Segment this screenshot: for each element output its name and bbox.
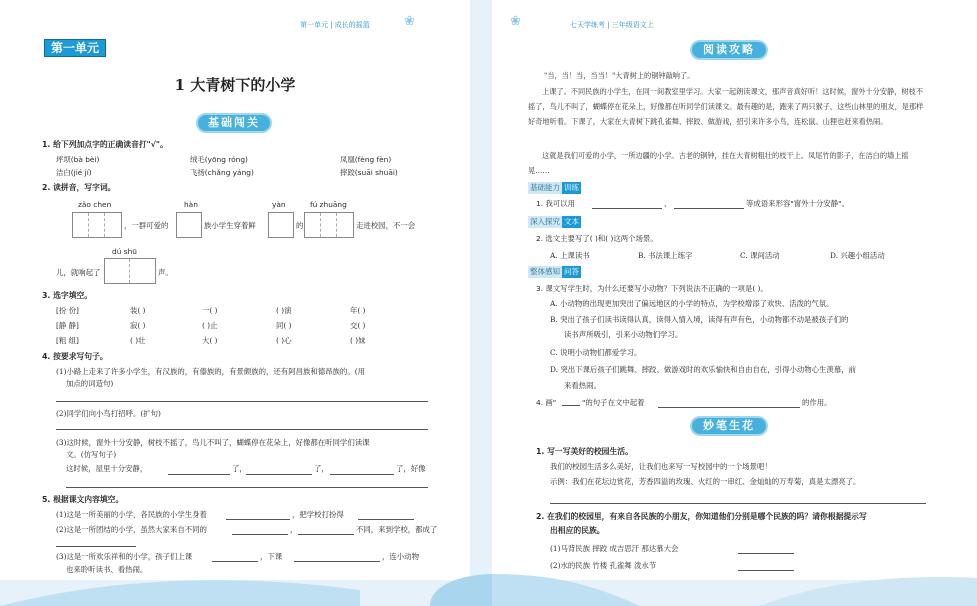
- writing-grid[interactable]: [268, 212, 294, 238]
- rq1-text: 1. 我可以用: [536, 199, 575, 208]
- pinyin: zǎo chen: [78, 200, 112, 209]
- w1-title: 1. 写一写美好的校园生活。: [536, 447, 633, 456]
- answer-line[interactable]: [658, 407, 800, 408]
- rq3-option-cont: 来看热闹。: [564, 381, 601, 390]
- answer-line[interactable]: [358, 519, 414, 520]
- tag-explore: 深入探究 文本: [530, 217, 579, 226]
- q4-sentence: 加点的词造句): [66, 379, 114, 388]
- rq4-text: "的句子在文中起着: [582, 398, 645, 407]
- q1-item: 飞扬(chǎng yáng): [190, 168, 254, 177]
- answer-line[interactable]: [56, 401, 428, 402]
- w1-example: 示例：我们在花坛边赏花，芳香四溢的玫瑰、火红的一串红、金灿灿的万寿菊，真是太漂亮了。: [550, 477, 861, 486]
- q3-cell: 大( ): [202, 336, 218, 345]
- q3-cell: ( )止: [202, 321, 218, 330]
- q3-cell: 年( ): [350, 306, 366, 315]
- q3-cell: [扮 份]: [56, 306, 79, 315]
- answer-line[interactable]: [56, 546, 136, 547]
- q5-sentence: 也来聆听读书、看热闹。: [66, 565, 148, 574]
- section-writing: 妙笔生花: [690, 416, 768, 436]
- passage-line: "当，当！当，当当！"大青树上的铜钟敲响了。: [544, 71, 695, 80]
- q3-title: 3. 选字填空。: [42, 291, 93, 300]
- q4-sentence: 了，: [314, 464, 329, 473]
- writing-grid[interactable]: [176, 212, 202, 238]
- q1-item: 洁白(jié jí): [56, 168, 92, 177]
- answer-line[interactable]: [212, 561, 258, 562]
- answer-line[interactable]: [66, 487, 428, 488]
- q5-sentence: ，连小动物: [382, 552, 419, 561]
- q5-sentence: (3)这是一所欢乐祥和的小学，孩子们上课: [56, 552, 193, 561]
- tag-basic: 基础能力 训练: [530, 183, 579, 192]
- pinyin: yàn: [272, 200, 286, 209]
- right-page: [492, 0, 977, 580]
- q3-cell: [粗 组]: [56, 336, 79, 345]
- q4-sentence: 了，好像: [396, 464, 426, 473]
- q1-item: 绒毛(yōng róng): [190, 155, 248, 164]
- q5-sentence: (1)这是一所美丽的小学，各民族的小学生身着: [56, 510, 207, 519]
- w1-text: 我们的校园生活多么美好，让我们也来写一写校园中的一个场景吧！: [550, 462, 772, 471]
- w2-title: 2. 在我们的校园里，有来自各民族的小朋友，你知道他们分别是哪个民族的吗？请你根据提示写: [536, 512, 867, 521]
- q5-sentence: ，: [290, 525, 298, 534]
- rq2-option[interactable]: D. 兴趣小组活动: [830, 251, 885, 260]
- q4-sentence: 了，: [232, 464, 247, 473]
- answer-line[interactable]: [168, 474, 230, 475]
- rq4-text: 4. 画": [536, 398, 557, 407]
- rq3-option-cont: 读书声所吸引，引来小动物们学习。: [564, 330, 683, 339]
- q2-text: 声。: [158, 268, 173, 277]
- q3-cell: ( )壮: [130, 336, 146, 345]
- unit-badge: 第一单元: [44, 39, 106, 57]
- q1-item: 坪坝(bà bèi): [56, 155, 100, 164]
- rq4-text: 的作用。: [802, 398, 832, 407]
- answer-line[interactable]: [674, 208, 744, 209]
- answer-line[interactable]: [246, 474, 312, 475]
- pinyin: dú shū: [112, 247, 137, 256]
- rq3-option[interactable]: D. 突出下课后孩子们跳舞、摔跤、做游戏时的欢乐愉快和自由自在，引得小动物心生羡慕，前: [550, 365, 856, 374]
- q4-sentence: (1)小路上走来了许多小学生，有汉族的，有傣族的，有景颇族的，还有阿昌族和德昂族的。(用: [56, 367, 365, 376]
- q4-sentence: 这时候，屋里十分安静，: [66, 464, 148, 473]
- q3-cell: 装( ): [130, 306, 146, 315]
- q1-item: 摔跤(suāi shuāi): [340, 168, 398, 177]
- w2-title: 出相应的民族。: [550, 526, 605, 535]
- left-page: [0, 0, 470, 580]
- book-icon: ❀: [510, 14, 521, 29]
- q4-title: 4. 按要求写句子。: [42, 352, 108, 361]
- q5-sentence: 不同，来到学校，都成了: [356, 525, 438, 534]
- lesson-title: 1 大青树下的小学: [174, 76, 296, 94]
- right-running-header: 七天学练考 | 三年级语文上: [570, 21, 654, 29]
- q3-cell: ( )演: [276, 306, 292, 315]
- bottom-decoration: [0, 572, 977, 606]
- w2-row: (2)水的民族 竹楼 孔雀舞 泼水节: [550, 561, 657, 570]
- q2-text: ，一群可爱的: [124, 221, 169, 230]
- q3-cell: 一( ): [202, 306, 218, 315]
- answer-line[interactable]: [562, 405, 580, 406]
- answer-line[interactable]: [226, 519, 290, 520]
- answer-line[interactable]: [738, 570, 794, 571]
- q4-sentence: 文。(仿写句子): [66, 450, 117, 459]
- q5-title: 5. 根据课文内容填空。: [42, 495, 124, 504]
- pinyin: hàn: [184, 200, 198, 209]
- q3-cell: 交( ): [350, 321, 366, 330]
- q3-cell: 同( ): [276, 321, 292, 330]
- section-basic: 基础闯关: [196, 113, 272, 133]
- writing-grid[interactable]: [72, 212, 122, 238]
- book-icon: ❀: [404, 14, 415, 29]
- q2-text: 儿，就响起了: [56, 268, 101, 277]
- writing-grid[interactable]: [304, 212, 354, 238]
- q2-text: 族小学生穿着鲜: [204, 221, 256, 230]
- answer-line[interactable]: [592, 208, 662, 209]
- q3-cell: ( )心: [276, 336, 292, 345]
- writing-grid[interactable]: [104, 258, 156, 284]
- answer-line[interactable]: [56, 429, 428, 430]
- q3-cell: 寂( ): [130, 321, 146, 330]
- answer-line[interactable]: [330, 474, 394, 475]
- answer-line[interactable]: [232, 534, 288, 535]
- section-reading: 阅读攻略: [690, 40, 768, 60]
- q3-cell: [静 静]: [56, 321, 79, 330]
- q4-sentence: (2)同学们向小鸟打招呼。(扩句): [56, 409, 161, 418]
- tag-overall: 整体感知 问答: [530, 267, 579, 276]
- q2-text: 的: [296, 221, 304, 230]
- q5-sentence: (2)这是一所团结的小学，虽然大家来自不同的: [56, 525, 207, 534]
- left-running-header: 第一单元 | 成长的摇篮: [300, 21, 370, 29]
- rq3-text: 3. 课文写学生时，为什么还要写小动物？下列说法不正确的一项是( )。: [536, 284, 768, 293]
- w2-row: (1)马背民族 摔跤 成吉思汗 那达慕大会: [550, 544, 679, 553]
- q2-text: 走进校园，不一会: [356, 221, 416, 230]
- q4-sentence: (3)这时候，窗外十分安静，树枝不摇了，鸟儿不叫了，蝴蝶停在花朵上，好像都在听同学们读课: [56, 438, 370, 447]
- q2-title: 2. 读拼音，写字词。: [42, 183, 116, 192]
- rq2-text: 2. 选文主要写了( )和( )这两个场景。: [536, 234, 658, 243]
- rq3-option[interactable]: A. 小动物的出现更加突出了偏远地区的小学的特点，为学校增添了欢快、活泼的气氛。: [550, 299, 834, 308]
- q5-sentence: ，把学校打扮得: [292, 510, 344, 519]
- passage-paragraph: 上课了。不同民族的小学生，在同一间教室里学习。大家一起朗读课文，那声音真好听！这时候，窗外十分安静，树枝不摇了，鸟儿不叫了，蝴蝶停在花朵上，好像都在听同学们读课文。最有趣的是，跑来了两只猴子，这些山林里的朋友，是那样好奇地听着。下课了，大家在大青树下跳孔雀舞、摔跤、做游戏，招引来许多小鸟，连松鼠、山狸也赶来看热闹。: [528, 87, 924, 126]
- rq2-option[interactable]: A. 上课读书: [550, 251, 590, 260]
- rq2-option[interactable]: C. 课间活动: [740, 251, 780, 260]
- answer-line[interactable]: [550, 503, 926, 504]
- answer-line[interactable]: [738, 553, 794, 554]
- passage-paragraph: 这就是我们可爱的小学，一所边疆的小学。古老的铜钟，挂在大青树粗壮的枝干上。凤尾竹的影子，在洁白的墙上摇晃……: [528, 151, 909, 175]
- pinyin: fú zhuāng: [310, 200, 347, 209]
- rq2-option[interactable]: B. 书法课上练字: [638, 251, 693, 260]
- q3-cell: ( )妹: [350, 336, 366, 345]
- q1-item: 凤凰(fèng fèn): [340, 155, 392, 164]
- answer-line[interactable]: [298, 534, 354, 535]
- q5-sentence: ，下课: [260, 552, 283, 561]
- rq1-text: 等成语来形容"窗外十分安静"。: [746, 199, 849, 208]
- rq3-option[interactable]: B. 突出了孩子们读书读得认真，读得入情入境，读得有声有色，小动物都不动是被孩子们的: [550, 315, 849, 324]
- q1-title: 1. 给下列加点字的正确读音打"√"。: [42, 140, 168, 149]
- answer-line[interactable]: [294, 561, 380, 562]
- rq1-text: 、: [664, 199, 672, 208]
- rq3-option[interactable]: C. 说明小动物们都爱学习。: [550, 348, 642, 357]
